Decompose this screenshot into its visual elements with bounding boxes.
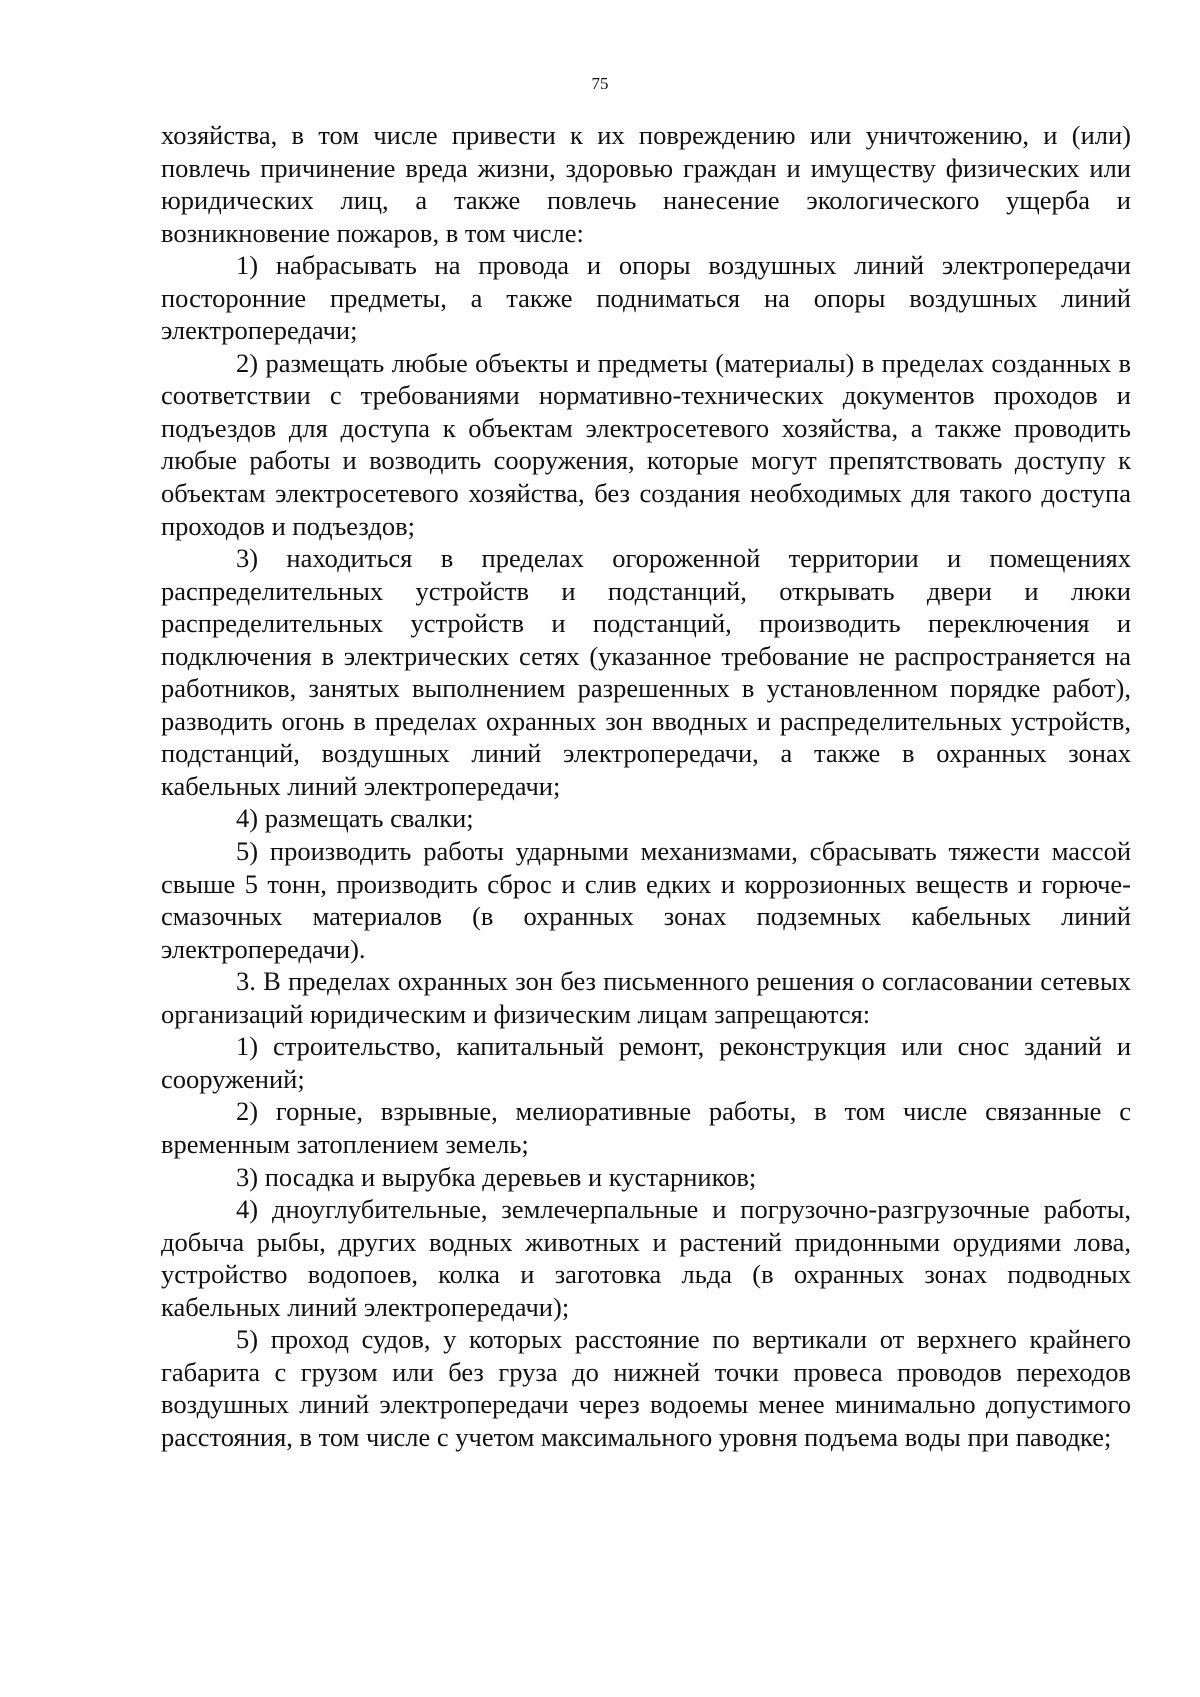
document-body [161,119,1131,1453]
paragraph-clause-3-item-2: 2) горные, взрывные, мелиоративные работы, в том числе связанные с временным затоплением земель; [161,1096,1131,1159]
paragraph-clause-3-item-1: 1) строительство, капитальный ремонт, реконструкция или снос зданий и сооружений; [161,1031,1131,1094]
paragraph-item-3: 3) находиться в пределах огороженной территории и помещениях распределительных устройств и подстанций, открывать двери и люки распределительных устройств и подстанций, производить переключения и подключения в электрических сетях (указанное требование не распространяется на работников, занятых выполнением разрешенных в установленном порядке работ), разводить огонь в пределах охранных зон вводных и распределительных устройств, подстанций, воздушных линий электропередачи, а также в охранных зонах кабельных линий электропередачи; [161,543,1131,801]
paragraph-clause-3-item-5: 5) проход судов, у которых расстояние по вертикали от верхнего крайнего габарита с грузом или без груза до нижней точки провеса проводов переходов воздушных линий электропередачи через водоемы менее минимально допустимого расстояния, в том числе с учетом максимального уровня подъема воды при паводке; [161,1324,1131,1452]
paragraph-clause-3-item-4: 4) дноуглубительные, землечерпальные и погрузочно-разгрузочные работы, добыча рыбы, других водных животных и растений придонными орудиями лова, устройство водопоев, колка и заготовка льда (в охранных зонах подводных кабельных линий электропередачи); [161,1194,1131,1322]
page-number: 75 [591,74,609,93]
paragraph-item-4: 4) размещать свалки; [236,803,474,834]
paragraph-clause-3: 3. В пределах охранных зон без письменного решения о согласовании сетевых организаций юридическим и физическим лицам запрещаются: [161,966,1131,1029]
paragraph-continuation: хозяйства, в том числе привести к их повреждению или уничтожению, и (или) повлечь причинение вреда жизни, здоровью граждан и имуществу физических или юридических лиц, а также повлечь нанесение экологического ущерба и возникновение пожаров, в том числе: [161,120,1131,248]
paragraph-item-2: 2) размещать любые объекты и предметы (материалы) в пределах созданных в соответствии с требованиями нормативно-технических документов проходов и подъездов для доступа к объектам электросетевого хозяйства, а также проводить любые работы и возводить сооружения, которые могут препятствовать доступу к объектам электросетевого хозяйства, без создания необходимых для такого доступа проходов и подъездов; [161,347,1131,541]
paragraph-clause-3-item-3: 3) посадка и вырубка деревьев и кустарников; [236,1161,757,1192]
paragraph-item-5: 5) производить работы ударными механизмами, сбрасывать тяжести массой свыше 5 тонн, производить сброс и слив едких и коррозионных веществ и горюче-смазочных материалов (в охранных зонах подземных кабельных линий электропередачи). [161,836,1131,964]
paragraph-item-1: 1) набрасывать на провода и опоры воздушных линий электропередачи посторонние предметы, а также подниматься на опоры воздушных линий электропередачи; [161,250,1131,346]
